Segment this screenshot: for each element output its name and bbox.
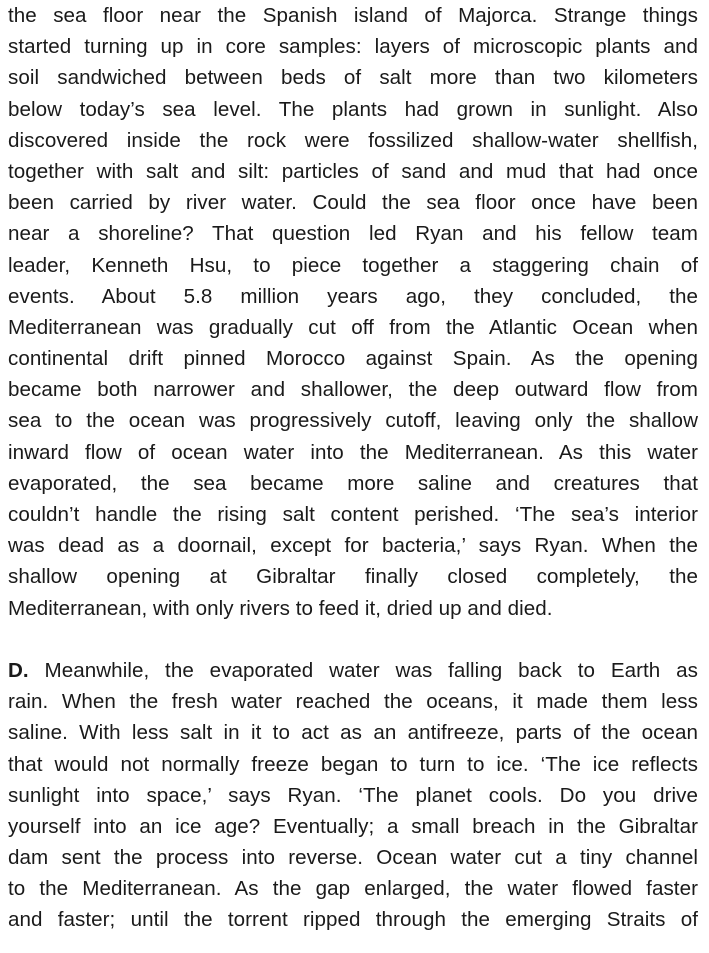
text-line: near a shoreline? That question led Ryan and his fellow team [8,222,698,246]
text-line: that would not normally freeze began to turn to ice. ‘The ice reflects [8,752,698,776]
text-line: the sea floor near the Spanish island of Majorca. Strange things [8,4,698,27]
text-line: evaporated, the sea became more saline and creatures that [8,471,698,495]
text-line: shallow opening at Gibraltar finally closed completely, the [8,565,698,589]
text-line: started turning up in core samples: layers of microscopic plants and [8,35,698,59]
text-line: sunlight into space,’ says Ryan. ‘The planet cools. Do you drive [8,783,698,807]
text-line: Mediterranean, with only rivers to feed it, dried up and died. [8,596,553,620]
text-line [8,655,698,686]
text-line: was dead as a doornail, except for bacteria,’ says Ryan. When the [8,534,698,558]
paragraph-c-continued [8,0,698,624]
document-page [8,0,698,936]
text-line-content: Meanwhile, the evaporated water was falling back to Earth as [28,658,698,682]
text-line: leader, Kenneth Hsu, to piece together a staggering chain of [8,253,698,277]
text-line: couldn’t handle the rising salt content perished. ‘The sea’s interior [8,503,698,526]
text-line: Mediterranean was gradually cut off from the Atlantic Ocean when [8,315,698,339]
text-line: and faster; until the torrent ripped through the emerging Straits of [8,908,698,932]
text-line: dam sent the process into reverse. Ocean water cut a tiny channel [8,846,698,870]
text-line: yourself into an ice age? Eventually; a small breach in the Gibraltar [8,814,698,838]
text-line: discovered inside the rock were fossilized shallow-water shellfish, [8,128,698,152]
text-line: below today’s sea level. The plants had grown in sunlight. Also [8,97,698,121]
text-line: saline. With less salt in it to act as an antifreeze, parts of the ocean [8,721,698,745]
paragraph-d [8,655,698,936]
paragraph-gap [8,624,698,655]
text-line: soil sandwiched between beds of salt more than two kilometers [8,66,698,90]
text-line: became both narrower and shallower, the deep outward flow from [8,378,698,402]
text-line: been carried by river water. Could the sea floor once have been [8,191,698,215]
text-line: to the Mediterranean. As the gap enlarged, the water flowed faster [8,877,698,901]
text-line: events. About 5.8 million years ago, they concluded, the [8,284,698,308]
text-line: inward flow of ocean water into the Mediterranean. As this water [8,440,698,464]
text-line: sea to the ocean was progressively cutoff, leaving only the shallow [8,409,698,433]
text-line: continental drift pinned Morocco against Spain. As the opening [8,347,698,371]
text-line: together with salt and silt: particles of sand and mud that had once [8,159,698,183]
text-line: rain. When the fresh water reached the oceans, it made them less [8,690,698,714]
paragraph-label: D. [8,658,29,682]
